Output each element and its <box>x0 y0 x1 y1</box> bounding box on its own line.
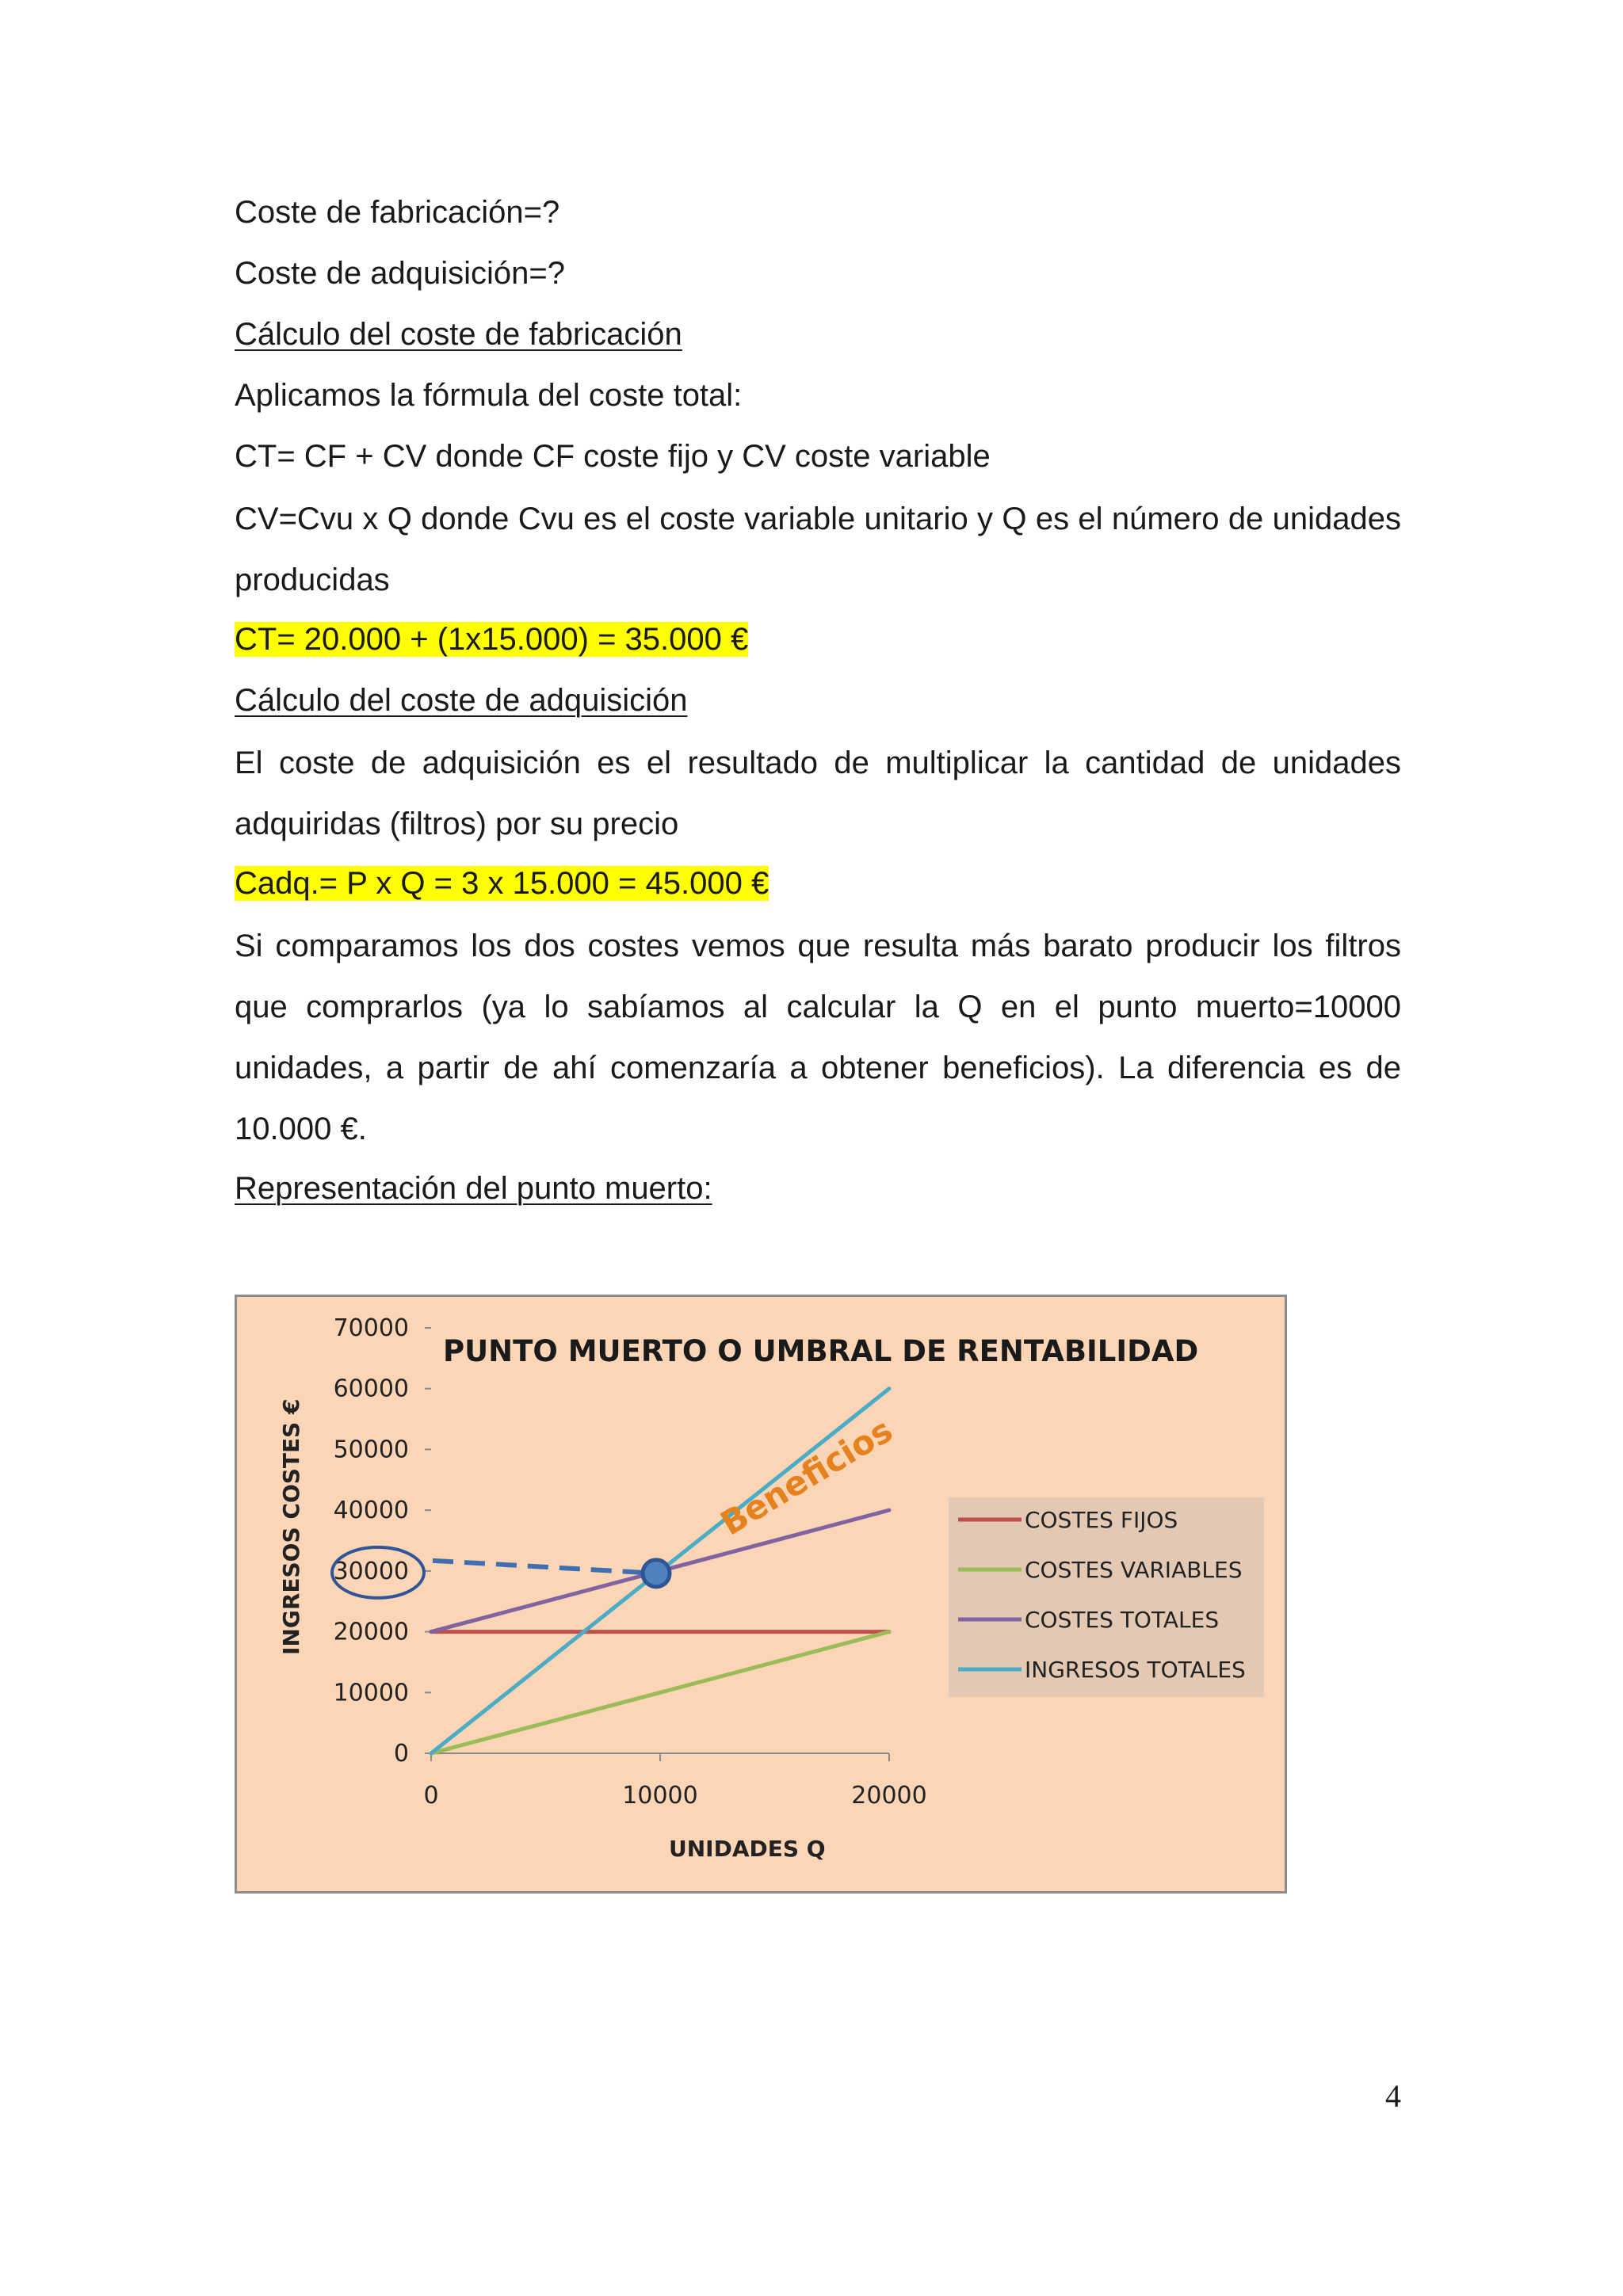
legend-label: COSTES FIJOS <box>1025 1507 1178 1533</box>
text-coste-fabricacion: Coste de fabricación=? <box>235 195 560 230</box>
legend-label: COSTES TOTALES <box>1025 1607 1220 1633</box>
chart-title: PUNTO MUERTO O UMBRAL DE RENTABILIDAD <box>443 1334 1199 1368</box>
x-tick-label: 0 <box>423 1782 439 1810</box>
x-tick-label: 10000 <box>622 1782 698 1810</box>
formula-ct <box>235 620 748 658</box>
text-aplicamos: Aplicamos la fórmula del coste total: <box>235 378 743 413</box>
beneficios-annotation: Beneficios <box>713 1410 899 1543</box>
y-tick-label: 30000 <box>333 1557 409 1585</box>
y-tick-label: 40000 <box>333 1497 409 1525</box>
heading-representacion: Representación del punto muerto: <box>235 1171 712 1206</box>
heading-calculo-adquisicion: Cálculo del coste de adquisición <box>235 683 688 718</box>
paragraph-comparacion: Si comparamos los dos costes vemos que resulta más barato producir los filtros que comprarlos (ya lo sabíamos al calcular la Q en el punto muerto=10000 unidades, a partir de ahí comenzaría a obtener beneficios). La diferencia es de 10.000 €. <box>235 929 1401 1146</box>
y-tick-label: 10000 <box>333 1679 409 1707</box>
chart-svg <box>237 1297 1285 1891</box>
x-tick-label: 20000 <box>851 1782 927 1810</box>
paragraph-cv-definicion: CV=Cvu x Q donde Cvu es el coste variable unitario y Q es el número de unidades producidas <box>235 502 1401 597</box>
paragraph-adquisicion: El coste de adquisición es el resultado de multiplicar la cantidad de unidades adquiridas (filtros) por su precio <box>235 746 1401 841</box>
x-axis-title: UNIDADES Q <box>669 1836 826 1862</box>
y-axis-ticks <box>334 1314 431 1768</box>
y-tick-label: 0 <box>393 1740 409 1768</box>
x-axis-ticks <box>423 1753 926 1810</box>
page-number: 4 <box>1385 2078 1401 2114</box>
text-coste-adquisicion: Coste de adquisición=? <box>235 256 565 291</box>
y-tick-label: 50000 <box>333 1436 409 1464</box>
series-line-costes-variables <box>431 1632 889 1753</box>
y-axis-title: INGRESOS COSTES € <box>278 1398 304 1655</box>
legend-label: INGRESOS TOTALES <box>1025 1657 1246 1683</box>
break-even-chart <box>235 1295 1287 1894</box>
text-ct-definicion: CT= CF + CV donde CF coste fijo y CV coste variable <box>235 439 991 474</box>
formula-ct-highlight: CT= 20.000 + (1x15.000) = 35.000 € <box>235 622 749 657</box>
break-even-point <box>643 1560 670 1587</box>
y-tick-label: 20000 <box>333 1618 409 1646</box>
break-even-dashed-line <box>433 1561 643 1573</box>
heading-calculo-fabricacion: Cálculo del coste de fabricación <box>235 317 682 352</box>
y-tick-label: 60000 <box>333 1375 409 1403</box>
formula-cadq-highlight: Cadq.= P x Q = 3 x 15.000 = 45.000 € <box>235 866 769 901</box>
formula-cadq <box>235 864 769 902</box>
legend-label: COSTES VARIABLES <box>1025 1557 1243 1583</box>
y-tick-label: 70000 <box>333 1314 409 1342</box>
